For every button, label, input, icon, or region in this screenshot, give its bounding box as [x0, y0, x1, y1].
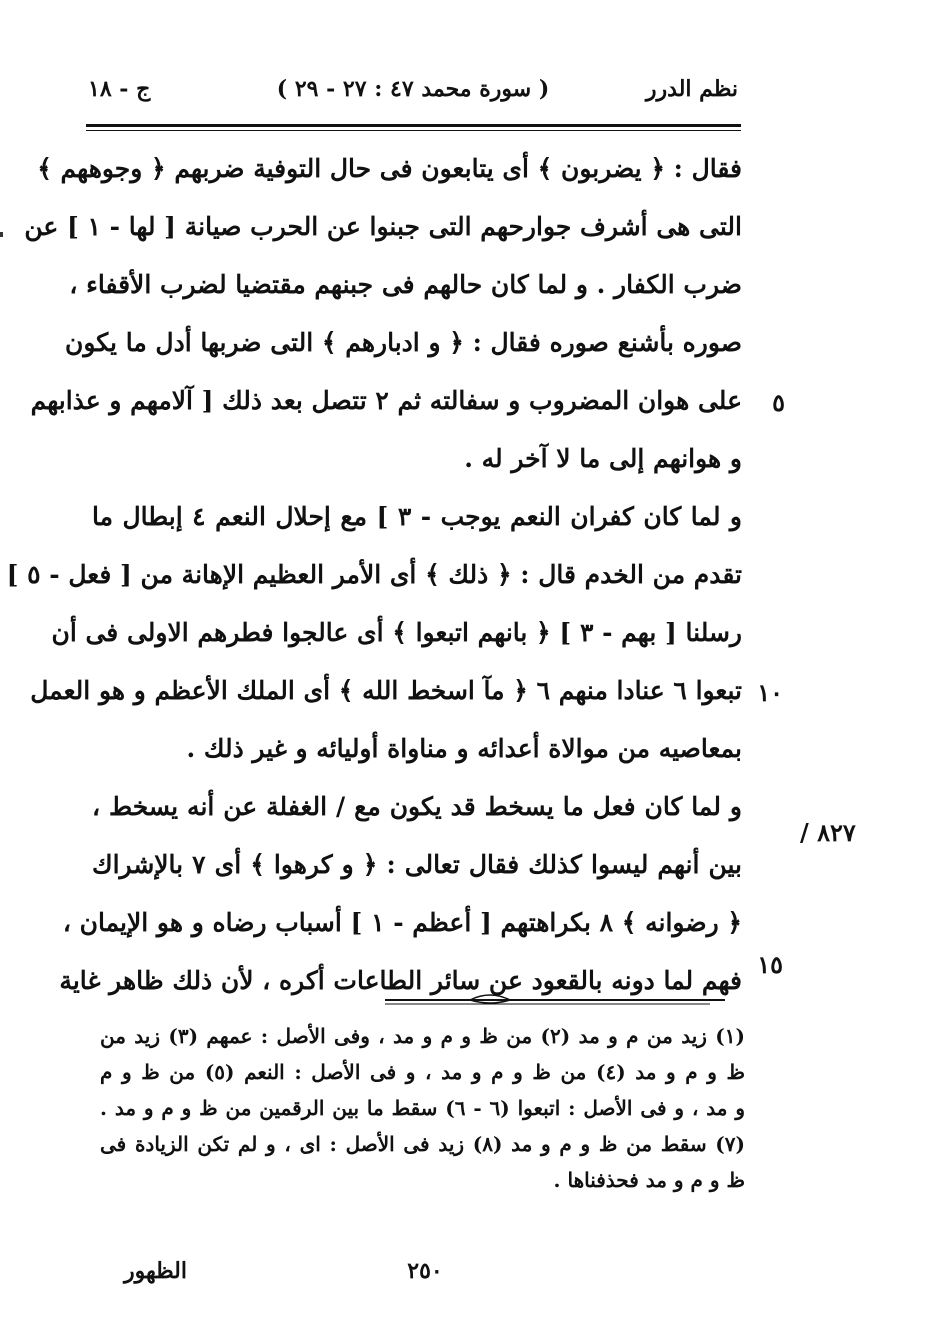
text-line: فهم لما دونه بالقعود عن سائر الطاعات أكره ، لأن ذلك ظاهر غاية: [59, 966, 742, 995]
text-line: تبعوا ٦ عنادا منهم ٦ ﴿ مآ اسخط الله ﴾ أى الملك الأعظم و هو العمل: [30, 676, 742, 705]
scan-edge-mark: [0, 232, 3, 237]
line-number-10: ١٠: [757, 678, 783, 707]
footnotes: [100, 1018, 745, 1198]
header-rule-thick: [86, 124, 741, 127]
text-line: ﴿ رضوانه ﴾ ٨ بكراهتهم [ أعظم - ١ ] أسباب رضاه و هو الإيمان ،: [62, 908, 742, 937]
text-line: بين أنهم ليسوا كذلك فقال تعالى : ﴿ و كرهوا ﴾ أى ٧ بالإشراك: [92, 850, 742, 879]
text-line: فقال : ﴿ يضربون ﴾ أى يتابعون فى حال التوفية ضربهم ﴿ وجوههم ﴾: [37, 154, 742, 183]
text-line: بمعاصيه من موالاة أعدائه و مناواة أوليائه و غير ذلك .: [186, 734, 742, 763]
book-title: نظم الدرر: [645, 76, 738, 102]
volume-reference: ج - ١٨: [88, 76, 151, 102]
text-line: التى هى أشرف جوارحهم التى جبنوا عن الحرب صيانة [ لها - ١ ] عن: [24, 212, 742, 241]
footnote-line: ظ و م و مد (٤) من ظ و م و مد ، و فى الأصل : النعم (٥) من ظ و م: [100, 1060, 745, 1084]
page-number: ٢٥٠: [407, 1258, 443, 1284]
text-line: ضرب الكفار . و لما كان حالهم فى جبنهم مقتضيا لضرب الأقفاء ،: [69, 270, 742, 299]
running-header: [88, 76, 738, 116]
text-line: تقدم من الخدم قال : ﴿ ذلك ﴾ أى الأمر العظيم الإهانة من [ فعل - ٥ ]: [6, 560, 742, 589]
page-footer: [100, 1258, 750, 1292]
surah-reference: ( سورة محمد ٤٧ : ٢٧ - ٢٩ ): [276, 76, 550, 102]
footnote-separator-flourish: [380, 988, 730, 1008]
footnote-line: ظ و م و مد فحذفناها .: [553, 1168, 745, 1192]
text-line: و لما كان كفران النعم يوجب - ٣ ] مع إحلال النعم ٤ إبطال ما: [92, 502, 742, 531]
text-line: رسلنا [ بهم - ٣ ] ﴿ بانهم اتبعوا ﴾ أى عالجوا فطرهم الاولى فى أن: [51, 618, 742, 647]
footnote-line: (٧) سقط من ظ و م و مد (٨) زيد فى الأصل : اى ، و لم تكن الزيادة فى: [100, 1132, 745, 1156]
manuscript-folio-marker: ٨٢٧ /: [800, 818, 856, 847]
text-line: على هوان المضروب و سفالته ثم ٢ تتصل بعد ذلك [ آلامهم و عذابهم: [30, 386, 742, 415]
line-number-15: ١٥: [757, 950, 783, 979]
footnote-line: (١) زيد من م و مد (٢) من ظ و م و مد ، وفى الأصل : عمهم (٣) زيد من: [100, 1024, 745, 1048]
text-line: صوره بأشنع صوره فقال : ﴿ و ادبارهم ﴾ التى ضربها أدل ما يكون: [64, 328, 742, 357]
text-line: و هوانهم إلى ما لا آخر له .: [464, 444, 742, 473]
text-line: و لما كان فعل ما يسخط قد يكون مع / الغفلة عن أنه يسخط ،: [92, 792, 742, 821]
line-number-5: ٥: [772, 388, 785, 417]
header-rule-thin: [86, 130, 741, 131]
footnote-line: و مد ، و فى الأصل : اتبعوا (٦ - ٦) سقط ما بين الرقمين من ظ و م و مد .: [100, 1096, 745, 1120]
main-text: [6, 140, 742, 1010]
catchword: الظهور: [124, 1258, 187, 1284]
